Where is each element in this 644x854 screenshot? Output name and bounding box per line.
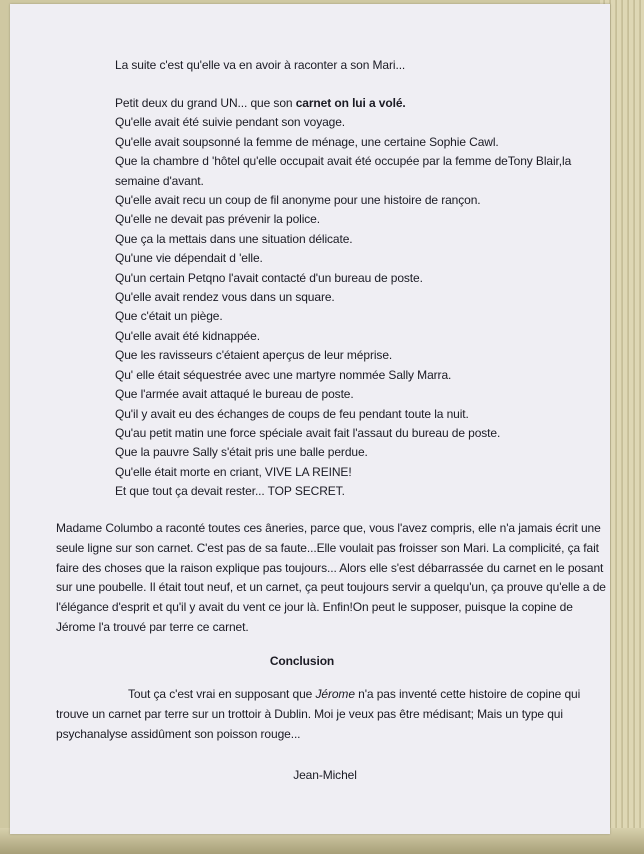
stolen-notebook-emphasis: carnet on lui a volé. — [295, 96, 406, 110]
list-item: Qu'elle était morte en criant, VIVE LA REINE! — [115, 464, 352, 479]
list-item: Qu'elle avait soupsonné la femme de ménage, une certaine Sophie Cawl. — [115, 134, 499, 149]
jerome-name: Jérome — [315, 687, 355, 701]
signature: Jean-Michel — [293, 768, 357, 782]
list-item: Qu' elle était séquestrée avec une martyre nommée Sally Marra. — [115, 367, 452, 382]
intro-line: La suite c'est qu'elle va en avoir à raconter a son Mari... — [115, 58, 406, 72]
list-item: Que l'armée avait attaqué le bureau de poste. — [115, 387, 354, 402]
list-item: Qu'elle avait été kidnappée. — [115, 328, 260, 343]
list-item: Qu'une vie dépendait d 'elle. — [115, 251, 263, 266]
list-item-first: Petit deux du grand UN... que son carnet on lui a volé. — [115, 96, 406, 110]
events-list — [115, 94, 571, 502]
list-item: Qu'elle ne devait pas prévenir la police. — [115, 212, 320, 227]
list-item: Qu'un certain Petqno l'avait contacté d'un bureau de poste. — [115, 270, 423, 285]
conclusion-heading: Conclusion — [269, 654, 335, 668]
list-item: Qu'elle avait recu un coup de fil anonyme pour une histoire de rançon. — [115, 193, 481, 208]
list-item: Que les ravisseurs c'étaient aperçus de leur méprise. — [115, 348, 393, 363]
list-item: Et que tout ça devait rester... TOP SECRET. — [115, 484, 345, 499]
list-item: Qu'au petit matin une force spéciale avait fait l'assaut du bureau de poste. — [115, 425, 501, 440]
conclusion-paragraph: Tout ça c'est vrai en supposant que Jérome n'a pas inventé cette histoire de copine qui trouve un carnet par terre sur un trottoir à Dublin. Moi je veux pas être médisant; Mais un type qui psychanalyse assidûment son poisson rouge... — [56, 687, 581, 741]
list-item: semaine d'avant. — [115, 173, 204, 188]
list-item: Que ça la mettais dans une situation délicate. — [115, 231, 353, 246]
list-item: Que la pauvre Sally s'était pris une balle perdue. — [115, 445, 368, 460]
list-item: Qu'elle avait rendez vous dans un square. — [115, 290, 335, 305]
list-item: Que la chambre d 'hôtel qu'elle occupait avait été occupée par la femme deTony Blair,la — [115, 154, 572, 169]
list-item: Qu'il y avait eu des échanges de coups de feu pendant toute la nuit. — [115, 406, 469, 421]
list-item: Que c'était un piège. — [115, 309, 223, 324]
body-paragraph: Madame Columbo a raconté toutes ces âneries, parce que, vous l'avez compris, elle n'a jamais écrit une seule ligne sur son carnet. C'est pas de sa faute...Elle voulait pas froisser son Mari. La complicité, ça fait faire des choses que la raison explique pas toujours... Alors elle s'est débarrassée du carnet en le posant sur une poubelle. Il était tout neuf, et un carnet, ça peut toujours servir a quelqu'un, ça prouve qu'elle a de l'élégance d'esprit et qu'il y avait du vent ce jour là. Enfin!On peut le supposer, puisque la copine de Jérome l'a trouvé par terre ce carnet. — [56, 521, 606, 634]
list-item: Qu'elle avait été suivie pendant son voyage. — [115, 115, 346, 130]
printed-page — [10, 4, 610, 834]
